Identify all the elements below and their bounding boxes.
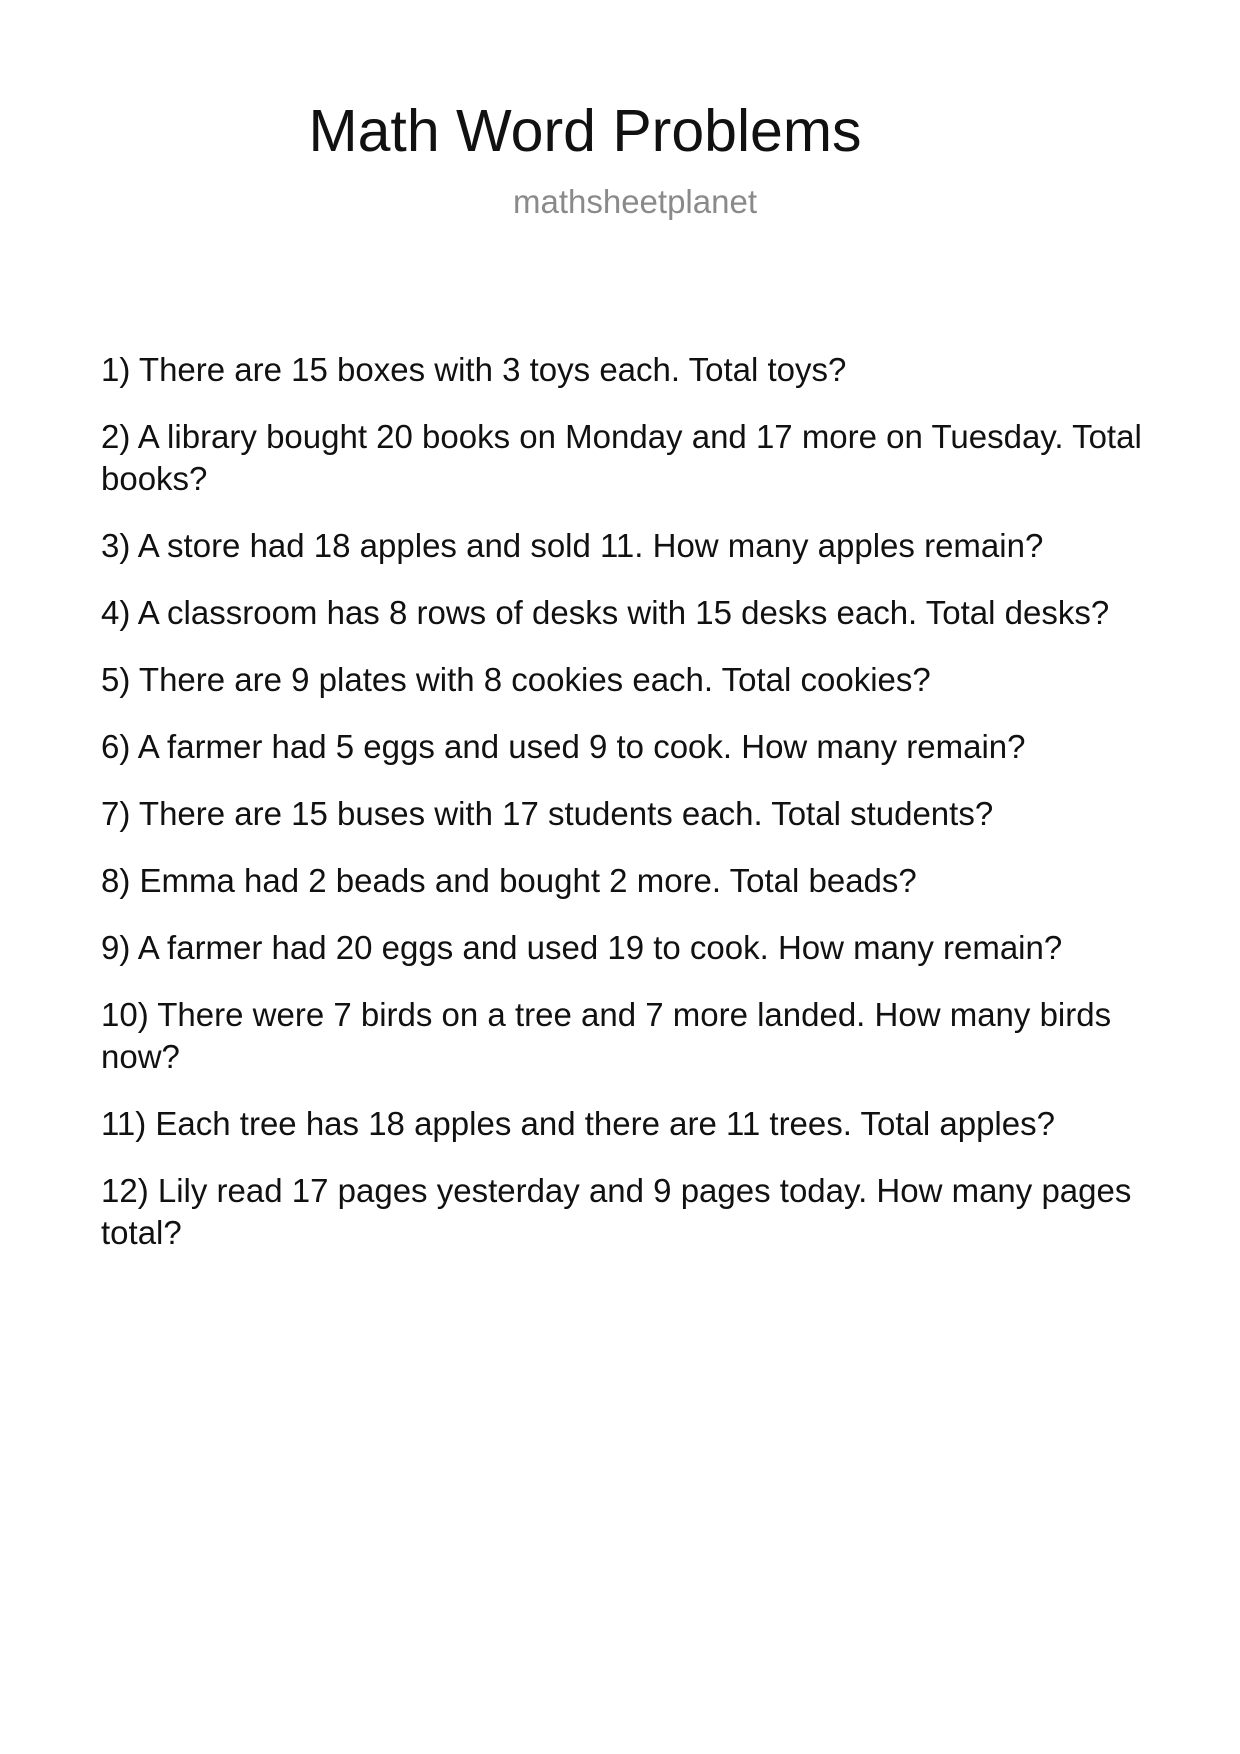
- worksheet-title: Math Word Problems: [308, 98, 862, 164]
- problem-1: 1) There are 15 boxes with 3 toys each. Total toys?: [101, 351, 847, 388]
- problem-list: [101, 349, 1151, 1279]
- problem-4: 4) A classroom has 8 rows of desks with 15 desks each. Total desks?: [101, 594, 1110, 631]
- problem-9: 9) A farmer had 20 eggs and used 19 to cook. How many remain?: [101, 929, 1063, 966]
- problem-6: 6) A farmer had 5 eggs and used 9 to cook. How many remain?: [101, 728, 1026, 765]
- problem-12: 12) Lily read 17 pages yesterday and 9 pages today. How many pages total?: [101, 1172, 1132, 1251]
- problem-3: 3) A store had 18 apples and sold 11. How many apples remain?: [101, 527, 1044, 564]
- problem-2: 2) A library bought 20 books on Monday and 17 more on Tuesday. Total books?: [101, 418, 1142, 497]
- problem-10: 10) There were 7 birds on a tree and 7 more landed. How many birds now?: [101, 996, 1112, 1075]
- problem-8: 8) Emma had 2 beads and bought 2 more. Total beads?: [101, 862, 917, 899]
- problem-11: 11) Each tree has 18 apples and there are 11 trees. Total apples?: [101, 1105, 1055, 1142]
- worksheet-subtitle: mathsheetplanet: [512, 183, 757, 220]
- problem-7: 7) There are 15 buses with 17 students each. Total students?: [101, 795, 994, 832]
- problem-5: 5) There are 9 plates with 8 cookies each. Total cookies?: [101, 661, 931, 698]
